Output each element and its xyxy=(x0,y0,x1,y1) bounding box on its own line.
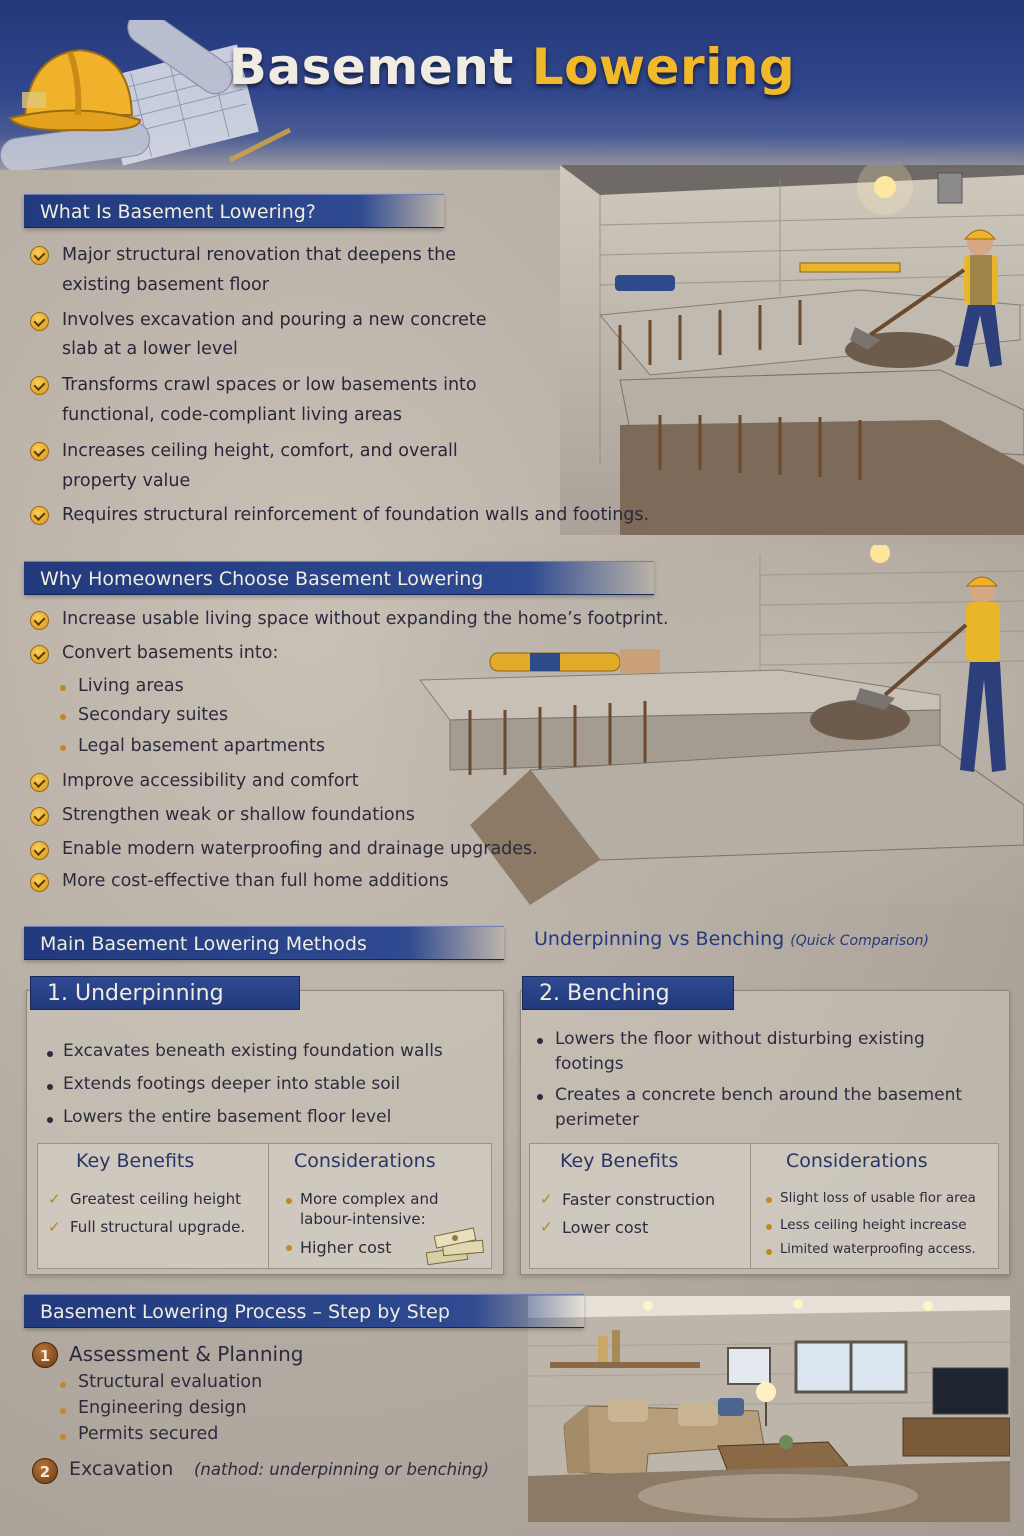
considerations-header: Considerations xyxy=(786,1150,928,1172)
list-item: Creates a concrete bench around the basement perimeter xyxy=(533,1083,1003,1139)
benching-list xyxy=(533,1027,1003,1139)
methods-banner: Main Basement Lowering Methods xyxy=(24,926,504,960)
why-banner: Why Homeowners Choose Basement Lowering xyxy=(24,561,654,595)
check-icon xyxy=(30,873,49,892)
check-icon xyxy=(30,376,49,395)
list-item: Increase usable living space without expanding the home’s footprint. xyxy=(30,607,770,637)
list-item: Improve accessibility and comfort xyxy=(30,769,530,799)
sub-list-item: Secondary suites xyxy=(60,703,460,731)
list-item: Convert basements into: xyxy=(30,641,530,671)
sub-list-item: Structural evaluation xyxy=(60,1372,420,1398)
benching-comparison-table: Key Benefits Considerations ✓ Faster construction ✓ Lower cost Slight loss of usable flor area Less ceiling height increase Limited waterproofing access. xyxy=(529,1143,999,1269)
header-banner xyxy=(0,0,1024,170)
page-title xyxy=(0,38,1024,96)
check-icon xyxy=(30,506,49,525)
list-item: Extends footings deeper into stable soil xyxy=(43,1074,493,1107)
check-icon: ✓ xyxy=(540,1190,553,1208)
check-icon xyxy=(30,807,49,826)
underpinning-comparison-table: Key Benefits Considerations ✓ Greatest ceiling height ✓ Full structural upgrade. More complex and labour-intensive: Higher cost xyxy=(37,1143,492,1269)
benching-card xyxy=(520,990,1010,1275)
check-icon xyxy=(30,246,49,265)
list-item: Lowers the entire basement floor level xyxy=(43,1107,493,1140)
finished-basement-illustration xyxy=(528,1296,1010,1522)
underpinning-list xyxy=(43,1041,493,1140)
title-word-basement: Basement xyxy=(228,38,514,96)
check-icon xyxy=(30,312,49,331)
list-item: Strengthen weak or shallow foundations xyxy=(30,803,530,833)
sub-list-item: Living areas xyxy=(60,674,460,702)
step-title: Assessment & Planning xyxy=(69,1342,304,1366)
underpinning-title: 1. Underpinning xyxy=(30,976,300,1010)
sub-list-item: Permits secured xyxy=(60,1424,420,1450)
title-word-lowering: Lowering xyxy=(531,38,796,96)
step-number-badge: 1 xyxy=(32,1342,58,1368)
key-benefits-header: Key Benefits xyxy=(76,1150,195,1172)
step-number-badge: 2 xyxy=(32,1458,58,1484)
process-step xyxy=(32,1456,552,1486)
list-item: Major structural renovation that deepens the existing basement floor xyxy=(30,240,750,306)
check-icon xyxy=(30,442,49,461)
check-icon: ✓ xyxy=(48,1190,61,1208)
list-item: Excavates beneath existing foundation walls xyxy=(43,1041,493,1074)
check-icon xyxy=(30,773,49,792)
considerations-header: Considerations xyxy=(294,1150,436,1172)
check-icon: ✓ xyxy=(540,1218,553,1236)
sub-list-item: Engineering design xyxy=(60,1398,420,1424)
sub-list-item: Legal basement apartments xyxy=(60,734,460,762)
key-benefits-header: Key Benefits xyxy=(560,1150,679,1172)
list-item: Lowers the floor without disturbing existing footings xyxy=(533,1027,1003,1083)
process-step xyxy=(32,1340,492,1370)
check-icon xyxy=(30,645,49,664)
comparison-title: Underpinning vs Benching (Quick Comparison) xyxy=(534,928,930,950)
list-item: More cost-effective than full home additions xyxy=(30,869,630,899)
list-item: Increases ceiling height, comfort, and overall property value xyxy=(30,436,750,500)
underpinning-card xyxy=(26,990,504,1275)
list-item: Enable modern waterproofing and drainage upgrades. xyxy=(30,837,630,867)
money-stack-icon xyxy=(423,1226,489,1268)
process-banner: Basement Lowering Process – Step by Step xyxy=(24,1294,584,1328)
list-item: Requires structural reinforcement of foundation walls and footings. xyxy=(30,500,750,532)
check-icon xyxy=(30,841,49,860)
check-icon xyxy=(30,611,49,630)
what-is-banner: What Is Basement Lowering? xyxy=(24,194,444,228)
benching-title: 2. Benching xyxy=(522,976,734,1010)
step-title: Excavation xyxy=(69,1458,174,1480)
check-icon: ✓ xyxy=(48,1218,61,1236)
list-item: Involves excavation and pouring a new concrete slab at a lower level xyxy=(30,306,750,370)
what-is-list xyxy=(30,240,750,532)
list-item: Transforms crawl spaces or low basements into functional, code-compliant living areas xyxy=(30,370,750,436)
step-note: (nathod: underpinning or benching) xyxy=(194,1460,490,1479)
